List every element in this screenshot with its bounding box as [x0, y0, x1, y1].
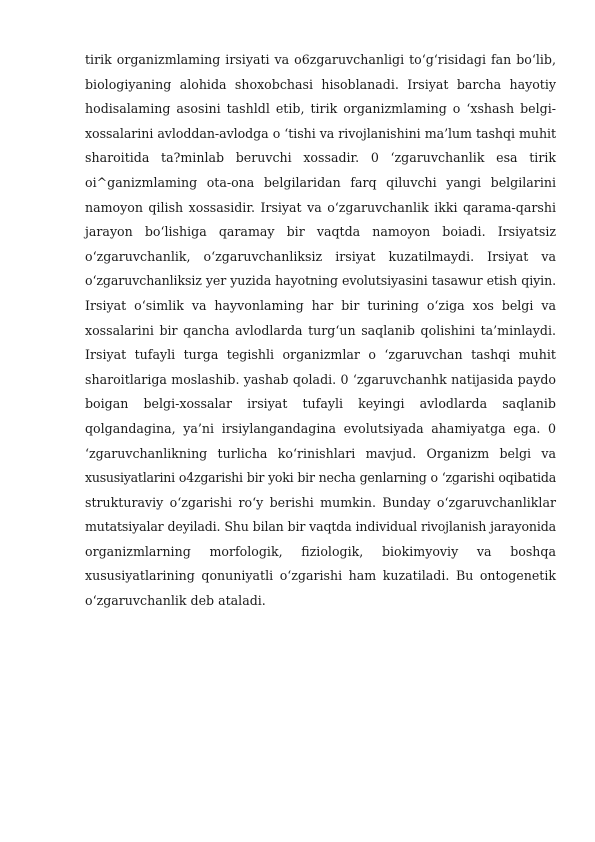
text-line: o‘zgaruvchanliksiz yer yuzida hayotning evolutsiyasini tasawur etish qiyin.: [85, 273, 556, 289]
text-line: ‘zgaruvchanlikning turlicha ko‘rinishlari mavjud. Organizm belgi va: [85, 445, 556, 461]
body-paragraph: [85, 48, 556, 614]
text-line: namoyon qilish xossasidir. Irsiyat va o‘zgaruvchanlik ikki qarama-qarshi: [85, 199, 556, 215]
text-line: Irsiyat tufayli turga tegishli organizmlar o ‘zgaruvchan tashqi muhit: [85, 347, 556, 363]
text-line: jarayon bo‘lishiga qaramay bir vaqtda namoyon boiadi. Irsiyatsiz: [85, 224, 556, 240]
text-line: o‘zgaruvchanlik, o‘zgaruvchanliksiz irsiyat kuzatilmaydi. Irsiyat va: [85, 248, 556, 264]
text-line: xossalarini avloddan-avlodga o ‘tishi va rivojlanishini ma’lum tashqi muhit: [85, 125, 556, 141]
text-line: xususiyatlarining qonuniyatli o‘zgarishi ham kuzatiladi. Bu ontogenetik: [85, 568, 556, 584]
text-line: qolgandagina, ya’ni irsiylangandagina evolutsiyada ahamiyatga ega. 0: [85, 420, 556, 436]
text-line: biologiyaning alohida shoxobchasi hisoblanadi. Irsiyat barcha hayotiy: [85, 76, 556, 92]
text-line: organizmlarning morfologik, fiziologik, biokimyoviy va boshqa: [85, 543, 556, 559]
text-line: sharoitlariga moslashib. yashab qoladi. 0 ‘zgaruvchanhk natijasida paydo: [85, 371, 556, 387]
text-line: oi^ganizmlaming ota-ona belgilaridan farq qiluvchi yangi belgilarini: [85, 174, 556, 190]
text-line: tirik organizmlaming irsiyati va o6zgaruvchanligi to‘g‘risidagi fan bo‘lib,: [85, 52, 556, 67]
text-line: boigan belgi-xossalar irsiyat tufayli keyingi avlodlarda saqlanib: [85, 396, 556, 412]
text-line: xossalarini bir qancha avlodlarda turg‘un saqlanib qolishini ta’minlaydi.: [85, 322, 556, 338]
text-line: xususiyatlarini o4zgarishi bir yoki bir necha genlarning o ‘zgarishi oqibatida: [85, 470, 556, 486]
text-line: hodisalaming asosini tashldl etib, tirik organizmlaming o ‘xshash belgi-: [85, 101, 556, 117]
text-line: strukturaviy o‘zgarishi ro‘y berishi mumkin. Bunday o‘zgaruvchanliklar: [85, 494, 556, 510]
text-line: Irsiyat o‘simlik va hayvonlaming har bir turining o‘ziga xos belgi va: [85, 297, 556, 313]
text-line: mutatsiyalar deyiladi. Shu bilan bir vaqtda individual rivojlanish jarayonida: [85, 519, 556, 535]
text-line: sharoitida ta?minlab beruvchi xossadir. 0 ‘zgaruvchanlik esa tirik: [85, 150, 556, 166]
text-line: o‘zgaruvchanlik deb ataladi.: [85, 593, 266, 609]
